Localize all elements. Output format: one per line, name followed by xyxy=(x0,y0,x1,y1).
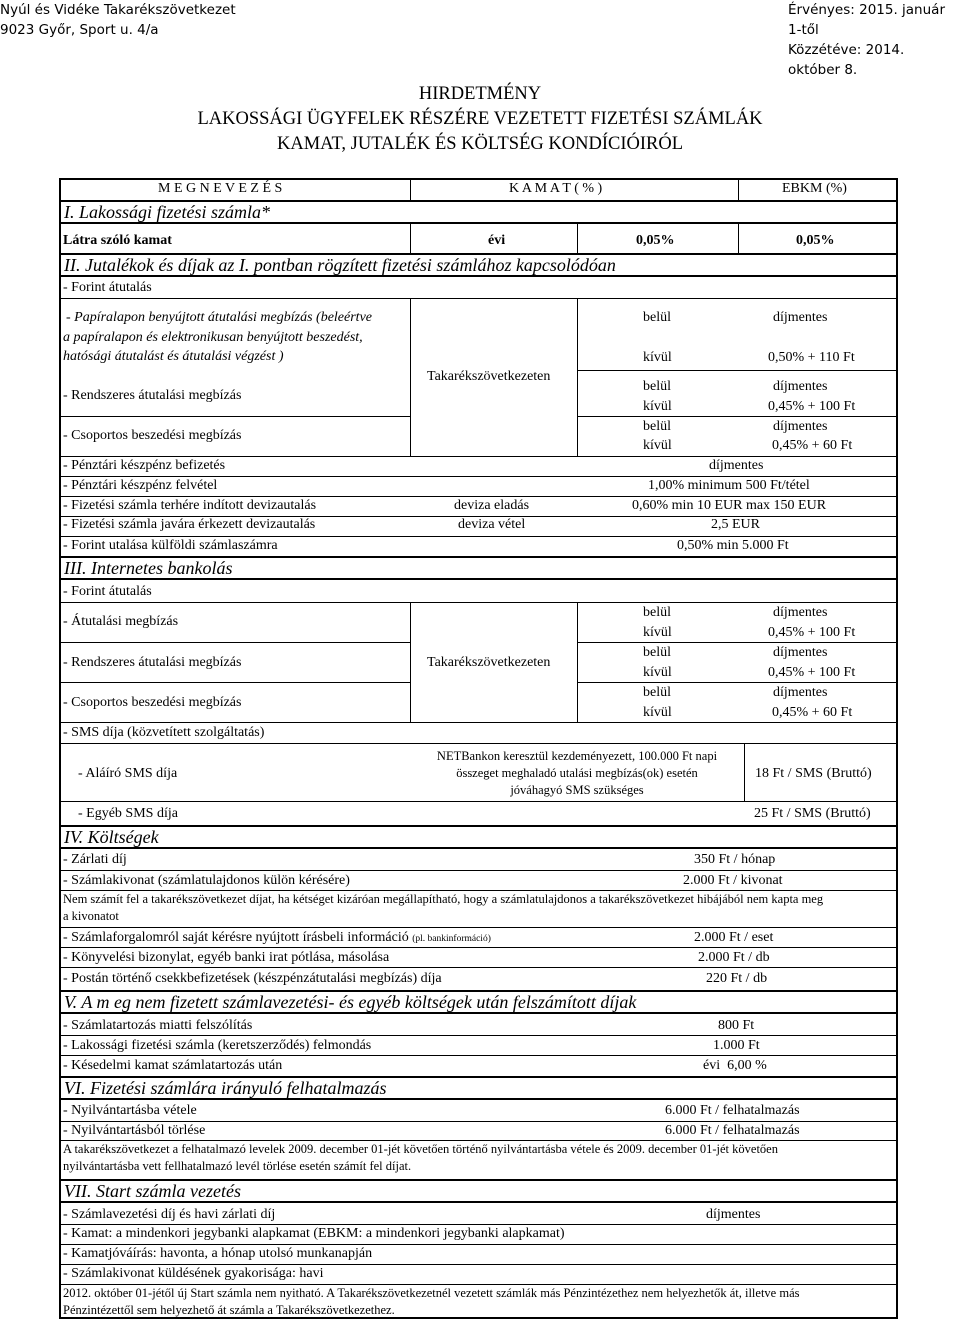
s2-group-out: kívül xyxy=(643,438,672,453)
s6-note-line-2: nyilvántartásba vett fellhatalmazó levél törlése esetén számít fel díjat. xyxy=(63,1159,412,1173)
s4-document-copy-fee: 2.000 Ft / db xyxy=(698,950,770,965)
valid-from: Érvényes: 2015. január 1-től xyxy=(788,2,945,38)
section-5-title: V. A m eg nem fizetett számlavezetési- és egyéb költségek után felszámított díjak xyxy=(64,992,637,1012)
s7-note-line-1: 2012. október 01-jétől új Start számla nem nyitható. A Takarékszövetkezetnél vezetett számlák más Pénzintézethez nem helyezhetők át, illetve más xyxy=(63,1286,800,1300)
s3-standing-out-fee: 0,45% + 100 Ft xyxy=(768,665,856,680)
s4-written-info-fee: 2.000 Ft / eset xyxy=(694,930,774,945)
s2-forint-transfer: - Forint átutalás xyxy=(63,280,152,295)
s5-termination: - Lakossági fizetési számla (keretszerződés) felmondás xyxy=(63,1038,372,1053)
s7-account-fee: - Számlavezetési díj és havi zárlati díj xyxy=(63,1207,276,1222)
s3-transfer-out-fee: 0,45% + 100 Ft xyxy=(768,625,856,640)
s2-standing-in-fee: díjmentes xyxy=(773,379,828,394)
s2-paper-line-1: - Papíralapon benyújtott átutalási megbízás (beleértve xyxy=(66,310,373,325)
s2-standing-out-fee: 0,45% + 100 Ft xyxy=(768,399,856,414)
s3-other-sms-fee: 25 Ft / SMS (Bruttó) xyxy=(754,806,871,821)
s2-fx-outgoing-type: deviza eladás xyxy=(454,498,530,513)
s7-statement-frequency: - Számlakivonat küldésének gyakorisága: havi xyxy=(63,1266,324,1281)
s4-written-info-note: (pl. bankinformáció) xyxy=(412,934,491,944)
section-3-title: III. Internetes bankolás xyxy=(64,558,233,578)
s2-fx-incoming-fee: 2,5 EUR xyxy=(711,517,760,532)
s3-forint-transfer: - Forint átutalás xyxy=(63,584,152,599)
section-4-header xyxy=(59,825,898,849)
s6-deletion-fee: 6.000 Ft / felhatalmazás xyxy=(665,1123,800,1138)
s2-paper-line-2: a papíralapon és elektronikusan benyújtott beszedést, xyxy=(63,330,363,345)
s2-fx-outgoing: - Fizetési számla terhére indított devizautalás xyxy=(63,498,317,513)
s7-account-fee-value: díjmentes xyxy=(706,1207,761,1222)
section-2-header xyxy=(59,253,898,277)
col-header-rate: K A M A T ( % ) xyxy=(509,181,603,196)
s2-cash-deposit-fee: díjmentes xyxy=(709,458,764,473)
s7-note-line-2: Pénzintézettől sem helyezhető át számla a Takarékszövetkezethez. xyxy=(63,1303,395,1317)
s5-late-interest: - Késedelmi kamat számlatartozás után xyxy=(63,1058,283,1073)
s2-cash-deposit: - Pénztári készpénz befizetés xyxy=(63,458,226,473)
section-7-title: VII. Start számla vezetés xyxy=(64,1181,241,1201)
s3-bank-label: Takarékszövetkezeten xyxy=(427,655,551,670)
section-7-header xyxy=(59,1179,898,1203)
s2-huf-foreign-fee: 0,50% min 5.000 Ft xyxy=(677,538,789,553)
s3-standing-order: - Rendszeres átutalási megbízás xyxy=(63,655,242,670)
s2-fx-outgoing-fee: 0,60% min 10 EUR max 150 EUR xyxy=(632,498,827,513)
s2-cash-withdrawal: - Pénztári készpénz felvétel xyxy=(63,478,218,493)
s5-late-interest-rate: évi 6,00 % xyxy=(703,1058,767,1073)
s6-registration: - Nyilvántartásba vétele xyxy=(63,1103,197,1118)
col-header-name: M E G N E V E Z É S xyxy=(158,181,283,196)
s3-sign-note-1: NETBankon keresztül kezdeményezett, 100.000 Ft napi xyxy=(436,749,718,763)
s4-statement: - Számlakivonat (számlatulajdonos külön kérésére) xyxy=(63,873,350,888)
s4-note-line-2: a kivonatot xyxy=(63,909,119,923)
section-6-header xyxy=(59,1076,898,1100)
s5-termination-fee: 1.000 Ft xyxy=(713,1038,760,1053)
s2-group-in-fee: díjmentes xyxy=(773,419,828,434)
s2-bank-label: Takarékszövetkezeten xyxy=(427,369,551,384)
title-line-1: HIRDETMÉNY xyxy=(418,84,542,104)
s2-paper-line-3: hatósági átutalást és átutalási végzést ) xyxy=(63,349,284,364)
org-header xyxy=(0,0,236,40)
s3-group-collection: - Csoportos beszedési megbízás xyxy=(63,695,242,710)
s3-transfer-out: kívül xyxy=(643,625,672,640)
s2-fx-incoming-type: deviza vétel xyxy=(458,517,526,532)
document-title xyxy=(0,82,960,157)
s4-closing-fee-value: 350 Ft / hónap xyxy=(694,852,776,867)
s3-sign-sms-fee: 18 Ft / SMS (Bruttó) xyxy=(755,766,872,781)
s2-group-collection: - Csoportos beszedési megbízás xyxy=(63,428,242,443)
s4-note-line-1: Nem számít fel a takarékszövetkezet díjat, ha kétséget kizáróan megállapítható, hogy a számlatulajdonos a takarékszövetkezet hibájából nem kapta meg xyxy=(63,892,824,906)
s3-sms-fee: - SMS díja (közvetített szolgáltatás) xyxy=(63,725,265,740)
s4-document-copy: - Könyvelési bizonylat, egyéb banki irat pótlása, másolása xyxy=(63,950,390,965)
s3-transfer-in: belül xyxy=(643,605,671,620)
section-1-title: I. Lakossági fizetési számla* xyxy=(64,202,271,222)
sight-interest-period: évi xyxy=(488,233,506,248)
s4-postal-cheque-fee: 220 Ft / db xyxy=(706,971,768,986)
s2-cash-withdrawal-fee: 1,00% minimum 500 Ft/tétel xyxy=(648,478,810,493)
section-6-title: VI. Fizetési számlára irányuló felhatalmazás xyxy=(64,1078,387,1098)
s7-interest: - Kamat: a mindenkori jegybanki alapkamat (EBKM: a mindenkori jegybanki alapkamat) xyxy=(63,1226,565,1241)
s5-overdraft-notice-fee: 800 Ft xyxy=(718,1018,755,1033)
s2-paper-out: kívül xyxy=(643,350,672,365)
s2-paper-out-fee: 0,50% + 110 Ft xyxy=(768,350,855,365)
section-5-header xyxy=(59,990,898,1014)
s4-closing-fee: - Zárlati díj xyxy=(63,852,127,867)
s2-standing-in: belül xyxy=(643,379,671,394)
col-header-ebkm: EBKM (%) xyxy=(782,181,847,196)
s4-postal-cheque: - Postán történő csekkbefizetések (készpénzátutalási megbízás) díja xyxy=(63,971,442,986)
s4-written-info: - Számlaforgalomról saját kérésre nyújtott írásbeli információ (pl. bankinformáció) xyxy=(63,930,491,945)
published-date: Közzétéve: 2014. október 8. xyxy=(788,42,905,78)
org-address: 9023 Győr, Sport u. 4/a xyxy=(0,22,159,38)
s3-group-out: kívül xyxy=(643,705,672,720)
section-2-title: II. Jutalékok és díjak az I. pontban rögzített fizetési számlához kapcsolódóan xyxy=(64,255,616,275)
s5-overdraft-notice: - Számlatartozás miatti felszólítás xyxy=(63,1018,253,1033)
section-4-title: IV. Költségek xyxy=(64,827,159,847)
sight-interest-label: Látra szóló kamat xyxy=(63,233,172,248)
s6-deletion: - Nyilvántartásból törlése xyxy=(63,1123,206,1138)
s3-standing-in-fee: díjmentes xyxy=(773,645,828,660)
title-line-3: KAMAT, JUTALÉK ÉS KÖLTSÉG KONDÍCIÓIRÓL xyxy=(276,134,683,154)
date-header xyxy=(788,0,960,80)
s6-note-line-1: A takarékszövetkezet a felhatalmazó levelek 2009. december 01-jét követően történő nyilvántartásba vétele és 2009. december 01-jét követően xyxy=(63,1142,778,1156)
section-3-header xyxy=(59,556,898,580)
s2-standing-out: kívül xyxy=(643,399,672,414)
s3-standing-out: kívül xyxy=(643,665,672,680)
s3-other-sms: - Egyéb SMS díja xyxy=(78,806,178,821)
s3-sign-note-3: jóváhagyó SMS szükséges xyxy=(510,783,644,797)
s2-huf-foreign: - Forint utalása külföldi számlaszámra xyxy=(63,538,278,553)
s3-group-in-fee: díjmentes xyxy=(773,685,828,700)
s3-standing-in: belül xyxy=(643,645,671,660)
s2-paper-in: belül xyxy=(643,310,671,325)
s7-interest-credit: - Kamatjóváírás: havonta, a hónap utolsó munkanapján xyxy=(63,1246,373,1261)
s3-transfer-order: - Átutalási megbízás xyxy=(63,614,179,629)
section-1-header xyxy=(59,200,898,224)
sight-interest-rate: 0,05% xyxy=(636,233,675,248)
s3-group-in: belül xyxy=(643,685,671,700)
title-line-2: LAKOSSÁGI ÜGYFELEK RÉSZÉRE VEZETETT FIZETÉSI SZÁMLÁK xyxy=(197,109,763,129)
s4-statement-fee: 2.000 Ft / kivonat xyxy=(683,873,783,888)
s3-transfer-in-fee: díjmentes xyxy=(773,605,828,620)
org-name: Nyúl és Vidéke Takarékszövetkezet xyxy=(0,2,236,18)
s2-standing-order: - Rendszeres átutalási megbízás xyxy=(63,388,242,403)
s3-sign-sms: - Aláíró SMS díja xyxy=(78,766,178,781)
s2-group-in: belül xyxy=(643,419,671,434)
s6-registration-fee: 6.000 Ft / felhatalmazás xyxy=(665,1103,800,1118)
sight-interest-ebkm: 0,05% xyxy=(796,233,835,248)
s3-group-out-fee: 0,45% + 60 Ft xyxy=(772,705,853,720)
s3-sign-note-2: összeget meghaladó utalási megbízás(ok) esetén xyxy=(456,766,698,780)
s2-paper-in-fee: díjmentes xyxy=(773,310,828,325)
s2-group-out-fee: 0,45% + 60 Ft xyxy=(772,438,853,453)
s2-fx-incoming: - Fizetési számla javára érkezett devizautalás xyxy=(63,517,316,532)
